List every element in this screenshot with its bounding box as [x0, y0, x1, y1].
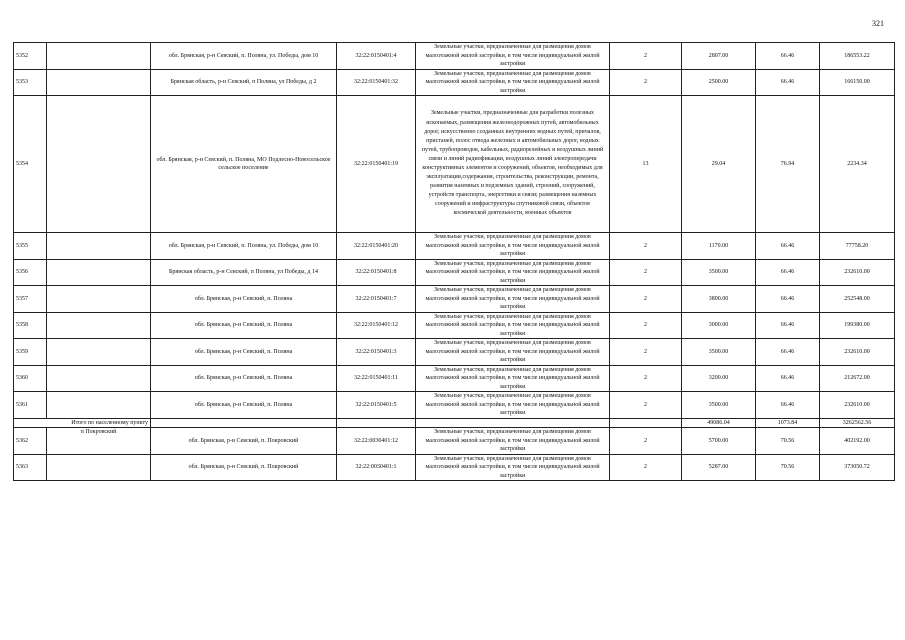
category-code-cell: 2 [610, 43, 682, 70]
empty-cell [610, 418, 682, 428]
subtotal-area: 49086.04 [682, 418, 756, 428]
locality-cell [47, 69, 151, 96]
cadastral-number-cell: 32:22:0150401:19 [337, 96, 416, 233]
cadastral-value-cell: 186553.22 [820, 43, 895, 70]
locality-cell [47, 312, 151, 339]
locality-cell [47, 454, 151, 481]
address-cell: Брянская область, р-н Севский, п Поляна, ул Победы, д 2 [151, 69, 337, 96]
row-number: 5362 [14, 428, 47, 455]
table-row [14, 454, 895, 481]
cadastral-number-cell: 32:22:0150401:7 [337, 286, 416, 313]
cadastral-number-cell: 32:22:0150401:8 [337, 259, 416, 286]
row-number: 5352 [14, 43, 47, 70]
address-cell: обл. Брянская, р-н Севский, п. Поляна [151, 365, 337, 392]
cadastral-number-cell: 32:22:0150401:11 [337, 365, 416, 392]
cadastral-value-cell: 77758.20 [820, 233, 895, 260]
address-cell: обл. Брянская, р-н Севский, п. Поляна, МО Подлесно-Новосельское сельское поселение [151, 96, 337, 233]
cadastral-number-cell: 32:22:0150401:4 [337, 43, 416, 70]
area-cell: 1170.00 [682, 233, 756, 260]
cadastral-number-cell: 32:22:0150401:12 [337, 312, 416, 339]
rate-cell: 76.94 [756, 96, 820, 233]
locality-cell [47, 392, 151, 419]
rate-cell: 66.46 [756, 339, 820, 366]
land-use-cell: Земельные участки, предназначенные для размещения домов малоэтажной жилой застройки, в том числе индивидуальной жилой застройки [416, 259, 610, 286]
table-row [14, 365, 895, 392]
rate-cell: 66.46 [756, 365, 820, 392]
locality-cell [47, 286, 151, 313]
land-use-cell: Земельные участки, предназначенные для размещения домов малоэтажной жилой застройки, в том числе индивидуальной жилой застройки [416, 392, 610, 419]
row-number: 5354 [14, 96, 47, 233]
category-code-cell: 2 [610, 286, 682, 313]
table-row [14, 233, 895, 260]
land-use-cell: Земельные участки, предназначенные для размещения домов малоэтажной жилой застройки, в том числе индивидуальной жилой застройки [416, 43, 610, 70]
rate-cell: 66.46 [756, 286, 820, 313]
cadastral-number-cell: 32:22:0030401:12 [337, 428, 416, 455]
row-number: 5359 [14, 339, 47, 366]
address-cell: обл. Брянская, р-н Севский, п. Поляна, ул. Победы, дом 10 [151, 43, 337, 70]
locality-cell [47, 43, 151, 70]
area-cell: 3500.00 [682, 259, 756, 286]
locality-cell: п Покровский [47, 428, 151, 455]
table-row [14, 69, 895, 96]
cadastral-value-cell: 199380.00 [820, 312, 895, 339]
rate-cell: 70.56 [756, 454, 820, 481]
cadastral-number-cell: 32:22:0030401:1 [337, 454, 416, 481]
land-use-cell: Земельные участки, предназначенные для размещения домов малоэтажной жилой застройки, в том числе индивидуальной жилой застройки [416, 312, 610, 339]
area-cell: 2500.00 [682, 69, 756, 96]
row-number: 5355 [14, 233, 47, 260]
area-cell: 29.04 [682, 96, 756, 233]
row-number: 5357 [14, 286, 47, 313]
area-cell: 5287.00 [682, 454, 756, 481]
locality-cell [47, 339, 151, 366]
category-code-cell: 2 [610, 69, 682, 96]
table-row [14, 286, 895, 313]
locality-cell [47, 96, 151, 233]
cadastral-value-cell: 232610.00 [820, 339, 895, 366]
cadastral-value-cell: 212672.00 [820, 365, 895, 392]
cadastral-number-cell: 32:22:0150401:3 [337, 339, 416, 366]
land-use-cell: Земельные участки, предназначенные для размещения домов малоэтажной жилой застройки, в том числе индивидуальной жилой застройки [416, 454, 610, 481]
address-cell: обл. Брянская, р-н Севский, п. Поляна [151, 286, 337, 313]
table-row [14, 428, 895, 455]
cadastral-table [13, 42, 895, 481]
table-row [14, 259, 895, 286]
address-cell: обл. Брянская, р-н Севский, п. Поляна, ул. Победы, дом 10 [151, 233, 337, 260]
cadastral-value-cell: 232610.00 [820, 259, 895, 286]
category-code-cell: 2 [610, 428, 682, 455]
locality-cell [47, 259, 151, 286]
area-cell: 3500.00 [682, 392, 756, 419]
empty-cell [337, 418, 416, 428]
land-use-cell: Земельные участки, предназначенные для размещения домов малоэтажной жилой застройки, в том числе индивидуальной жилой застройки [416, 233, 610, 260]
cadastral-value-cell: 166150.00 [820, 69, 895, 96]
category-code-cell: 2 [610, 365, 682, 392]
rate-cell: 70.56 [756, 428, 820, 455]
area-cell: 3000.00 [682, 312, 756, 339]
table-row [14, 43, 895, 70]
row-number: 5358 [14, 312, 47, 339]
page-number: 321 [872, 19, 884, 28]
cadastral-number-cell: 32:22:0150401:32 [337, 69, 416, 96]
land-use-cell: Земельные участки, предназначенные для размещения домов малоэтажной жилой застройки, в том числе индивидуальной жилой застройки [416, 69, 610, 96]
rate-cell: 66.46 [756, 312, 820, 339]
rate-cell: 66.46 [756, 43, 820, 70]
category-code-cell: 13 [610, 96, 682, 233]
cadastral-value-cell: 252548.00 [820, 286, 895, 313]
locality-cell [47, 365, 151, 392]
cadastral-number-cell: 32:22:0150401:20 [337, 233, 416, 260]
category-code-cell: 2 [610, 339, 682, 366]
land-use-cell: Земельные участки, предназначенные для размещения домов малоэтажной жилой застройки, в том числе индивидуальной жилой застройки [416, 428, 610, 455]
empty-cell [416, 418, 610, 428]
subtotal-rate: 1073.84 [756, 418, 820, 428]
cadastral-value-cell: 373050.72 [820, 454, 895, 481]
subtotal-row [14, 418, 895, 428]
category-code-cell: 2 [610, 392, 682, 419]
address-cell: обл. Брянская, р-н Севский, п. Поляна [151, 339, 337, 366]
empty-cell [151, 418, 337, 428]
rate-cell: 66.46 [756, 233, 820, 260]
subtotal-value: 3262562.56 [820, 418, 895, 428]
address-cell: обл. Брянская, р-н Севский, п. Покровский [151, 428, 337, 455]
row-number: 5361 [14, 392, 47, 419]
area-cell: 3200.00 [682, 365, 756, 392]
table-row [14, 339, 895, 366]
land-use-cell: Земельные участки, предназначенные для разработки полезных ископаемых, размещения железнодорожных путей, автомобильных дорог, искусственно созданных внутренних водных путей, причалов, пристаней, полос отвода железных и автомобильных дорог, водных путей, трубопроводов, кабельных, радиорелейных и воздушных линий связи и линий радиофикации, воздушных линий электропередачи конструктивных элементов и сооружений, объектов, необходимых для эксплуатации,содержания, строительства, реконструкции, ремонта, развития наземных и подземных зданий, строений, сооружений, устройств транспорта, энергетики и связи; размещения наземных сооружений и инфраструктуры спутниковой связи, объектов космической деятельности, военных объектов [416, 96, 610, 233]
category-code-cell: 2 [610, 233, 682, 260]
area-cell: 2807.00 [682, 43, 756, 70]
address-cell: обл. Брянская, р-н Севский, п. Покровский [151, 454, 337, 481]
area-cell: 3500.00 [682, 339, 756, 366]
row-number: 5360 [14, 365, 47, 392]
cadastral-value-cell: 232610.00 [820, 392, 895, 419]
rate-cell: 66.46 [756, 69, 820, 96]
cadastral-value-cell: 2234.34 [820, 96, 895, 233]
category-code-cell: 2 [610, 312, 682, 339]
category-code-cell: 2 [610, 454, 682, 481]
address-cell: обл. Брянская, р-н Севский, п. Поляна [151, 392, 337, 419]
row-number: 5363 [14, 454, 47, 481]
land-use-cell: Земельные участки, предназначенные для размещения домов малоэтажной жилой застройки, в том числе индивидуальной жилой застройки [416, 286, 610, 313]
subtotal-label: Итого по населенному пункту [14, 418, 151, 428]
table-row [14, 392, 895, 419]
category-code-cell: 2 [610, 259, 682, 286]
cadastral-value-cell: 402192.00 [820, 428, 895, 455]
land-use-cell: Земельные участки, предназначенные для размещения домов малоэтажной жилой застройки, в том числе индивидуальной жилой застройки [416, 339, 610, 366]
locality-cell [47, 233, 151, 260]
cadastral-number-cell: 32:22:0150401:5 [337, 392, 416, 419]
address-cell: Брянская область, р-н Севский, п Поляна, ул Победы, д 14 [151, 259, 337, 286]
rate-cell: 66.46 [756, 392, 820, 419]
rate-cell: 66.46 [756, 259, 820, 286]
row-number: 5356 [14, 259, 47, 286]
table-row [14, 312, 895, 339]
area-cell: 5700.00 [682, 428, 756, 455]
land-use-cell: Земельные участки, предназначенные для размещения домов малоэтажной жилой застройки, в том числе индивидуальной жилой застройки [416, 365, 610, 392]
area-cell: 3800.00 [682, 286, 756, 313]
table-row [14, 96, 895, 233]
address-cell: обл. Брянская, р-н Севский, п. Поляна [151, 312, 337, 339]
row-number: 5353 [14, 69, 47, 96]
